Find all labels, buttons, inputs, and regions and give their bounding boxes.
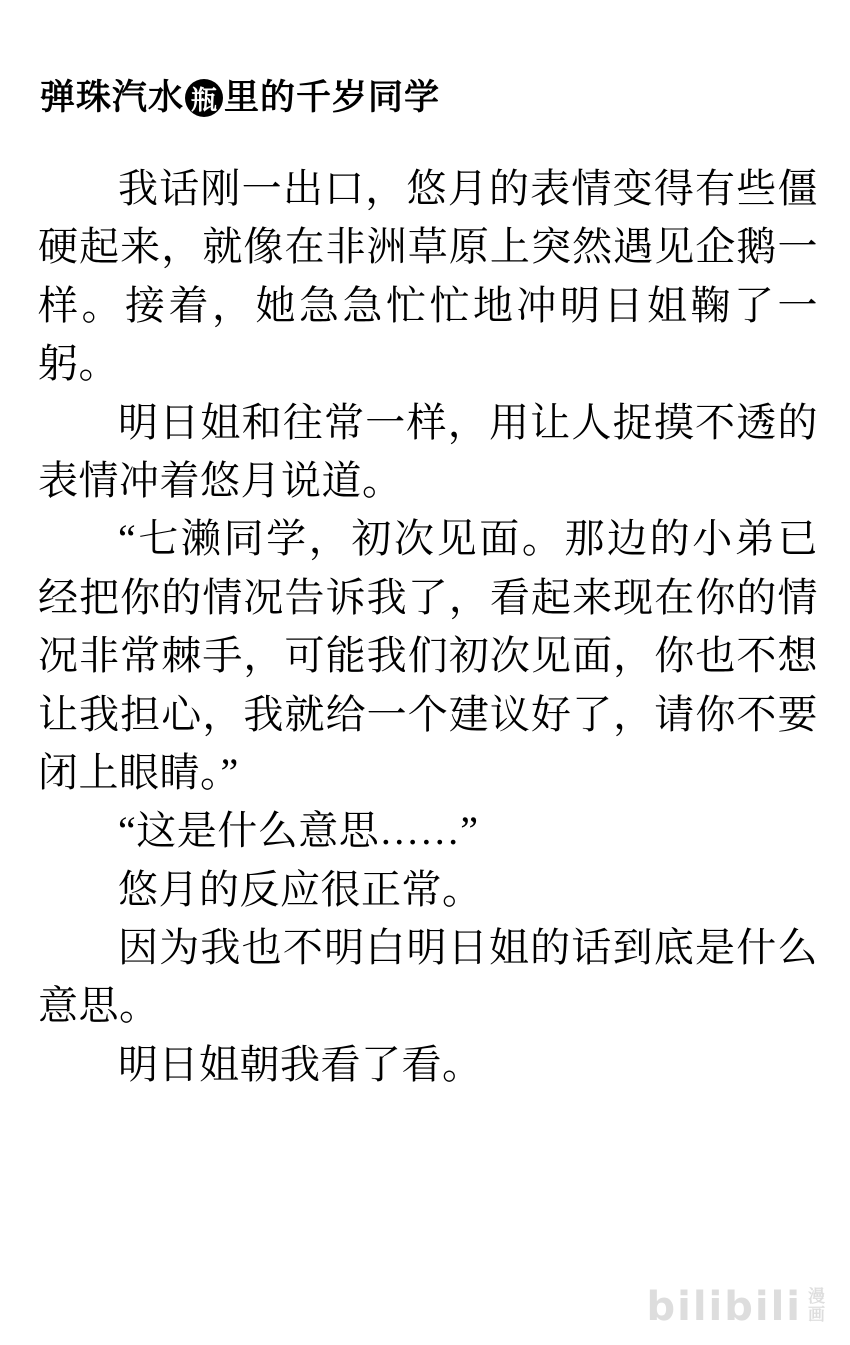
paragraph: 我话刚一出口，悠月的表情变得有些僵硬起来，就像在非洲草原上突然遇见企鹅一样。接着，她急急忙忙地冲明日姐鞠了一躬。 [38,166,818,387]
paragraph: 因为我也不明白明日姐的话到底是什么意思。 [38,925,818,1029]
title-prefix: 弹珠汽水 [40,77,185,117]
page-title [40,78,440,116]
paragraph: “这是什么意思……” [118,808,479,854]
body-text [38,160,818,1094]
watermark-brand: bilibili [646,1284,802,1330]
paragraph: 明日姐和往常一样，用让人捉摸不透的表情冲着悠月说道。 [38,399,818,503]
paragraph: 悠月的反应很正常。 [118,866,483,912]
watermark-label [808,1288,826,1327]
bilibili-watermark [646,1284,826,1330]
watermark-label-line2: 画 [808,1305,826,1325]
title-suffix: 里的千岁同学 [224,77,441,117]
title-badge-character: 瓶 [185,79,223,117]
paragraph: 明日姐朝我看了看。 [118,1041,483,1087]
paragraph: “七濑同学，初次见面。那边的小弟已经把你的情况告诉我了，看起来现在你的情况非常棘手，可能我们初次见面，你也不想让我担心，我就给一个建议好了，请你不要闭上眼睛。” [38,516,818,795]
watermark-label-line1: 漫 [808,1287,826,1307]
